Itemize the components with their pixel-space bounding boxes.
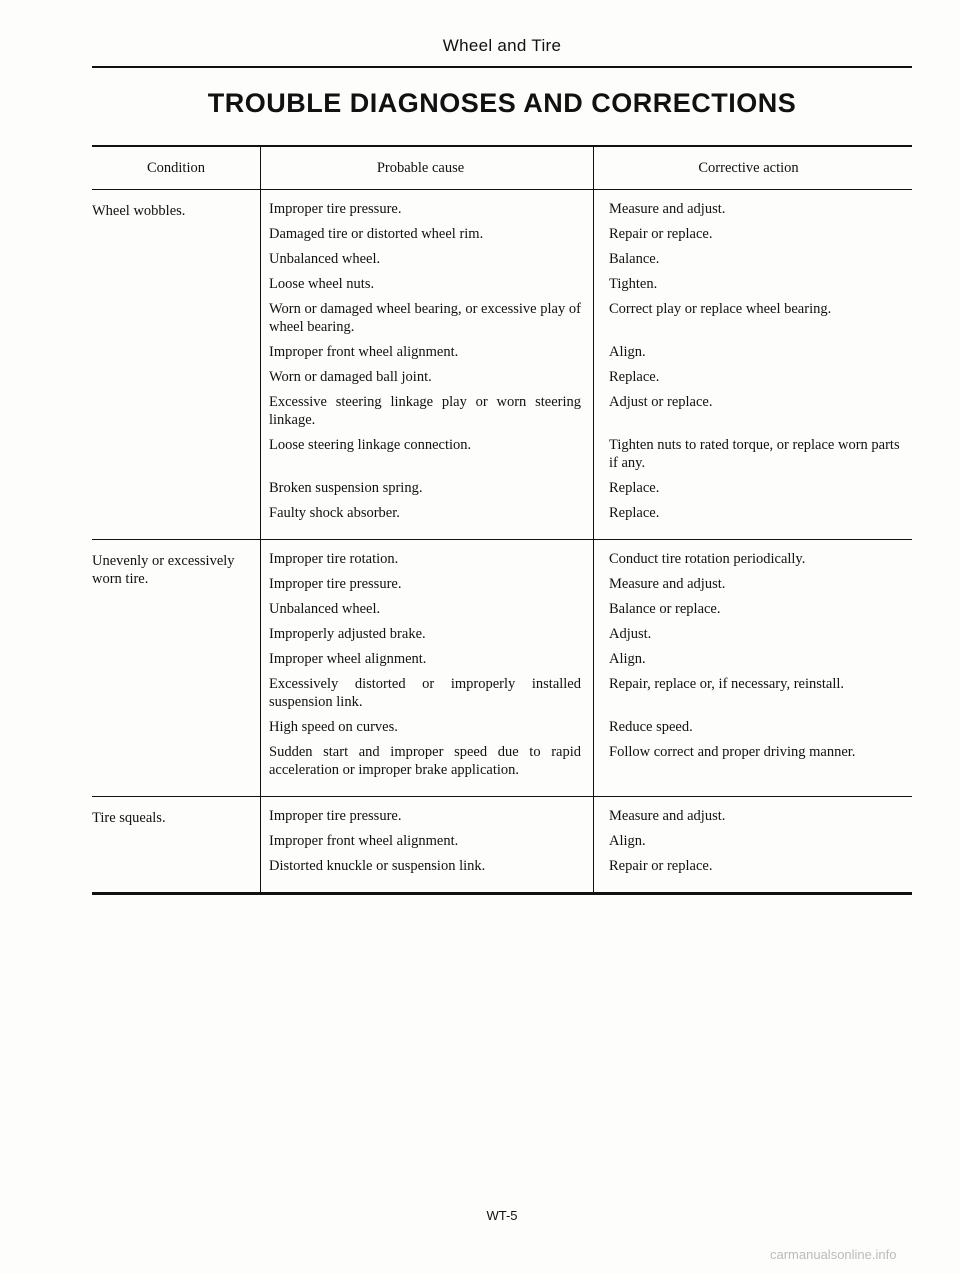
table-row bbox=[260, 807, 912, 825]
probable-cause-cell: Unbalanced wheel. bbox=[269, 601, 381, 617]
corrective-action-cell: Tighten. bbox=[609, 276, 658, 292]
condition-group bbox=[92, 797, 912, 892]
probable-cause-cell: Excessive steering linkage play or worn steering linkage. bbox=[269, 394, 581, 428]
corrective-action-cell: Repair or replace. bbox=[609, 226, 713, 242]
corrective-action-cell: Repair, replace or, if necessary, reinstall. bbox=[609, 676, 845, 692]
column-header-condition: Condition bbox=[146, 160, 205, 176]
cause-action-list bbox=[260, 190, 912, 539]
page-title: TROUBLE DIAGNOSES AND CORRECTIONS bbox=[207, 88, 797, 118]
table-row bbox=[260, 743, 912, 779]
condition-cell: Wheel wobbles. bbox=[92, 203, 186, 219]
corrective-action-cell: Adjust. bbox=[609, 626, 652, 642]
probable-cause-cell: Improper tire pressure. bbox=[269, 576, 402, 592]
condition-cell: Unevenly or excessively worn tire. bbox=[92, 553, 235, 587]
corrective-action-cell: Follow correct and proper driving manner. bbox=[609, 744, 856, 760]
table-row bbox=[260, 718, 912, 736]
table-row bbox=[260, 675, 912, 711]
corrective-action-cell: Replace. bbox=[609, 505, 660, 521]
table-row bbox=[260, 200, 912, 218]
corrective-action-cell: Adjust or replace. bbox=[609, 394, 713, 410]
probable-cause-cell: Distorted knuckle or suspension link. bbox=[269, 858, 486, 874]
table-header-row bbox=[92, 147, 912, 190]
probable-cause-cell: Excessively distorted or improperly installed suspension link. bbox=[269, 676, 581, 710]
corrective-action-cell: Measure and adjust. bbox=[609, 201, 726, 217]
table-row bbox=[260, 436, 912, 472]
probable-cause-cell: Damaged tire or distorted wheel rim. bbox=[269, 226, 484, 242]
probable-cause-cell: Broken suspension spring. bbox=[269, 480, 423, 496]
probable-cause-cell: Worn or damaged wheel bearing, or excessive play of wheel bearing. bbox=[269, 301, 581, 335]
corrective-action-cell: Balance. bbox=[609, 251, 660, 267]
probable-cause-cell: Worn or damaged ball joint. bbox=[269, 369, 432, 385]
table-row bbox=[260, 225, 912, 243]
corrective-action-cell: Align. bbox=[609, 651, 646, 667]
probable-cause-cell: Improper front wheel alignment. bbox=[269, 344, 459, 360]
corrective-action-cell: Reduce speed. bbox=[609, 719, 693, 735]
corrective-action-cell: Correct play or replace wheel bearing. bbox=[609, 301, 832, 317]
cause-action-list bbox=[260, 797, 912, 892]
table-row bbox=[260, 479, 912, 497]
probable-cause-cell: Sudden start and improper speed due to rapid acceleration or improper brake application. bbox=[269, 744, 581, 778]
table-row bbox=[260, 600, 912, 618]
condition-group bbox=[92, 190, 912, 540]
probable-cause-cell: Improperly adjusted brake. bbox=[269, 626, 426, 642]
condition-group bbox=[92, 540, 912, 797]
column-header-probable-cause: Probable cause bbox=[376, 160, 465, 176]
section-header: Wheel and Tire bbox=[442, 36, 562, 55]
corrective-action-cell: Repair or replace. bbox=[609, 858, 713, 874]
trouble-diagnosis-table bbox=[92, 145, 912, 895]
table-row bbox=[260, 550, 912, 568]
probable-cause-cell: Improper front wheel alignment. bbox=[269, 833, 459, 849]
probable-cause-cell: Faulty shock absorber. bbox=[269, 505, 400, 521]
table-row bbox=[260, 575, 912, 593]
probable-cause-cell: Unbalanced wheel. bbox=[269, 251, 381, 267]
condition-cell: Tire squeals. bbox=[92, 810, 166, 826]
corrective-action-cell: Replace. bbox=[609, 369, 660, 385]
page-number: WT-5 bbox=[486, 1208, 518, 1223]
table-row bbox=[260, 275, 912, 293]
corrective-action-cell: Align. bbox=[609, 833, 646, 849]
probable-cause-cell: High speed on curves. bbox=[269, 719, 398, 735]
table-row bbox=[260, 300, 912, 336]
table-row bbox=[260, 832, 912, 850]
probable-cause-cell: Improper tire pressure. bbox=[269, 201, 402, 217]
header-rule bbox=[92, 66, 912, 68]
corrective-action-cell: Measure and adjust. bbox=[609, 808, 726, 824]
table-row bbox=[260, 650, 912, 668]
corrective-action-cell: Tighten nuts to rated torque, or replace worn parts if any. bbox=[609, 437, 900, 471]
table-row bbox=[260, 857, 912, 875]
table-row bbox=[260, 393, 912, 429]
column-header-corrective-action: Corrective action bbox=[698, 160, 799, 176]
corrective-action-cell: Align. bbox=[609, 344, 646, 360]
source-watermark: carmanualsonline.info bbox=[770, 1247, 897, 1262]
probable-cause-cell: Improper tire rotation. bbox=[269, 551, 399, 567]
table-row bbox=[260, 368, 912, 386]
probable-cause-cell: Loose wheel nuts. bbox=[269, 276, 375, 292]
corrective-action-cell: Measure and adjust. bbox=[609, 576, 726, 592]
cause-action-list bbox=[260, 540, 912, 796]
corrective-action-cell: Replace. bbox=[609, 480, 660, 496]
table-row bbox=[260, 625, 912, 643]
table-row bbox=[260, 250, 912, 268]
corrective-action-cell: Conduct tire rotation periodically. bbox=[609, 551, 806, 567]
probable-cause-cell: Improper wheel alignment. bbox=[269, 651, 427, 667]
corrective-action-cell: Balance or replace. bbox=[609, 601, 721, 617]
table-row bbox=[260, 343, 912, 361]
table-row bbox=[260, 504, 912, 522]
probable-cause-cell: Loose steering linkage connection. bbox=[269, 437, 472, 453]
probable-cause-cell: Improper tire pressure. bbox=[269, 808, 402, 824]
